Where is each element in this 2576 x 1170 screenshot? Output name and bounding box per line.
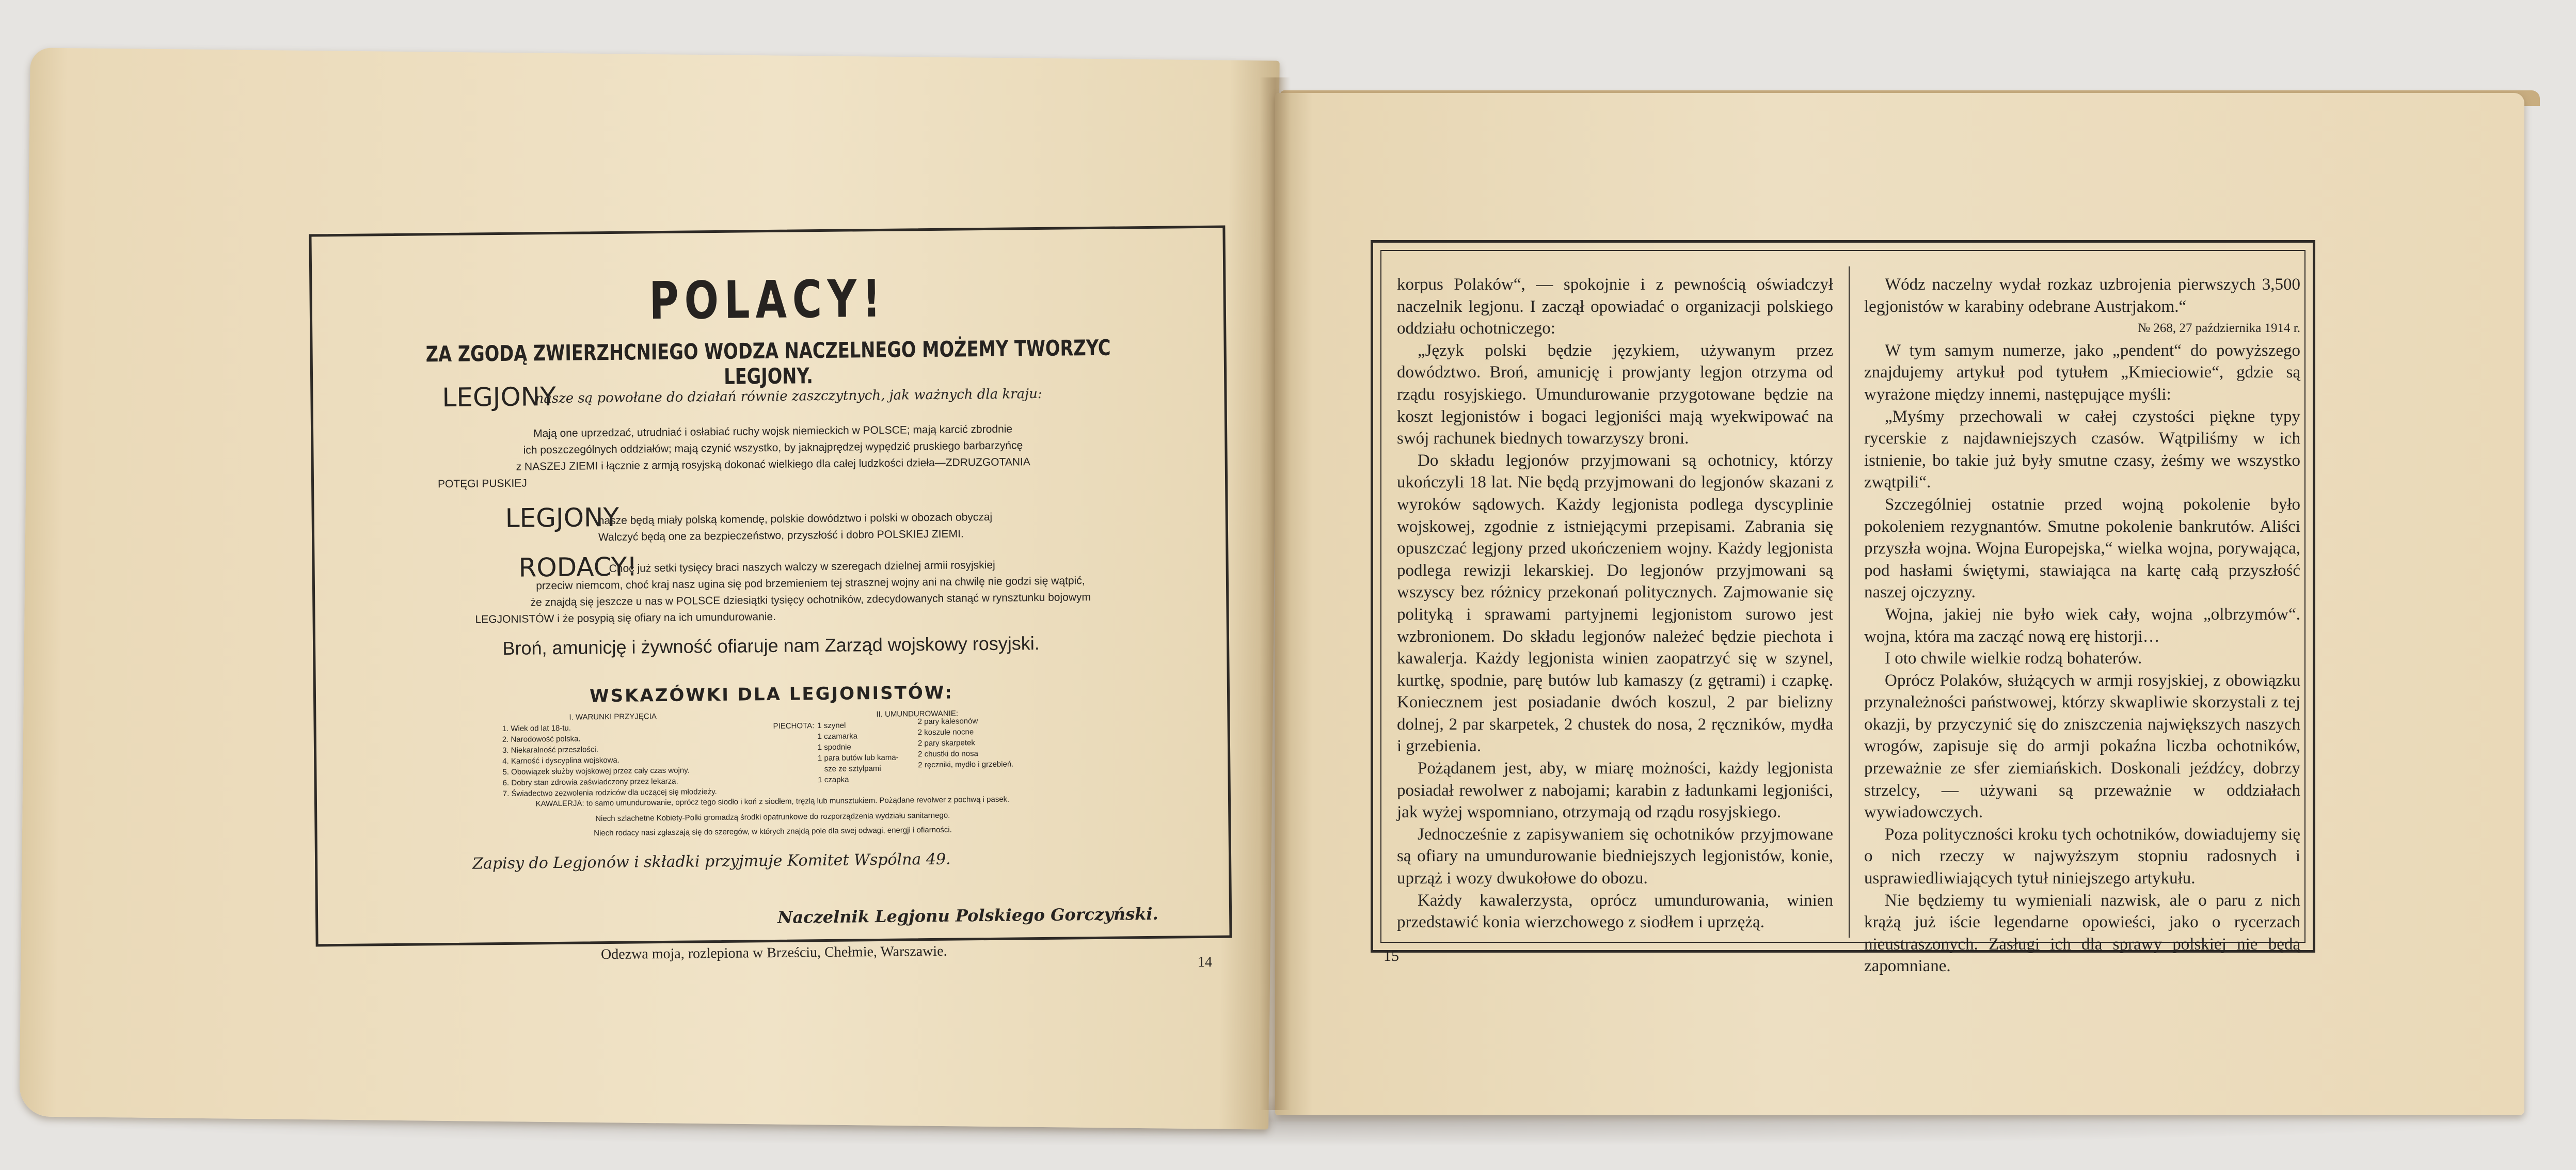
poster-kawaleria-line: KAWALERJA: to samo umundurowanie, oprócz tego siodło i koń z siodłem, tręzlą lub munsztukiem. Pożądane revolwer z pochwą i pasek. <box>535 795 1010 809</box>
list-item: 1 czapka <box>818 775 849 785</box>
poster-umundurowanie-right <box>917 715 1013 770</box>
poster-warunki-list <box>502 710 717 799</box>
poster-line: POTĘGI PUSKIEJ <box>437 477 527 491</box>
article-paragraph: Poza polityczności kroku tych ochotników, dowiadujemy się o nich rzeczy w najwyższym stopniu radosnych i usprawiedliwiających tytuł niniejszego artykułu. <box>1864 825 2300 888</box>
poster-rodacy-word: RODACY! <box>518 551 638 583</box>
list-item: 2 koszule nocne <box>917 728 974 737</box>
poster-wskazowki-title: WSKAZÓWKI DLA LEGJONISTÓW: <box>589 682 954 707</box>
poster-line: ich poszczególnych oddziałów; mają czynić wszystko, by jaknajprędzej wypędzić pruskiego barbarzyńcę <box>523 439 1023 456</box>
article-paragraph: Szczególniej ostatnie przed wojną pokolenie było pokoleniem rezygnantów. Smutne pokolenie bankrutów. Aliści przyszła wojna. Wojna Europejska,“ wielka wojna, porywająca, pod hasłami świętymi, stawiająca na kartę całą przyszłość naszej ojczyzny. <box>1864 495 2300 602</box>
poster-bron-line: Broń, amunicję i żywność ofiaruje nam Zarząd wojskowy rosyjski. <box>502 633 1040 659</box>
article-right-column <box>1864 274 2300 977</box>
poster-line: LEGJONISTÓW i że posypią się ofiary na ich umundurowanie. <box>475 610 776 626</box>
list-item: 4. Karność i dyscyplina wojskowa. <box>502 755 620 766</box>
book-gutter <box>1260 77 1291 1110</box>
list-item: 7. Świadectwo zezwolenia rodziców dla uczącej się młodzieży. <box>502 787 717 798</box>
poster-signature-line: Naczelnik Legjonu Polskiego Gorczyński. <box>777 904 1158 927</box>
right-page-number: 15 <box>1384 947 1399 965</box>
poster-line: Walczyć będą one za bezpieczeństwo, przyszłość i dobro POLSKIEJ ZIEMI. <box>598 528 964 544</box>
left-page-number: 14 <box>1198 954 1212 970</box>
poster-niech-line-2: Niech rodacy nasi zgłaszają się do szeregów, w których znajdą pole dla swej odwagi, energji i ofiarności. <box>594 825 952 838</box>
list-item: 1 para butów lub kama- <box>817 753 899 763</box>
article-left-column <box>1397 274 1833 934</box>
list-item: sze ze sztylpami <box>818 764 881 774</box>
poster-line: Mają one uprzedzać, utrudniać i osłabiać ruchy wojsk niemieckich w POLSCE; mają karcić zbrodnie <box>533 423 1013 440</box>
article-paragraph: Oprócz Polaków, służących w armji rosyjskiej, z obowiązku przynależności państwowej, którzy skwapliwie skorzystali z tej okazji, by przyczynić się do zniszczenia największych naszych wrogów, zapisuje się do armji pokaźna liczba ochotników, przeważnie ze sfer ziemiańskich. Doskonali jeźdźcy, dobrzy strzelcy, — używani są przeważnie w oddziałach wywiadowczych. <box>1864 671 2300 822</box>
article-paragraph: Wódz naczelny wydał rozkaz uzbrojenia pierwszych 3,500 legjonistów w karabiny odebrane Austrjakom.“ <box>1864 275 2300 316</box>
poster-niech-line-1: Niech szlachetne Kobiety-Polki gromadzą środki opatrunkowe do rozporządzenia wydziału sanitarnego. <box>595 811 950 824</box>
poster-subtitle: ZA ZGODĄ ZWIERZHCNIEGO WODZA NACZELNEGO MOŻEMY TWORZYC LEGJONY. <box>425 335 1111 389</box>
poster-legjony-word: LEGJONY <box>442 381 556 413</box>
poster-paragraph-3-lead: Choć już setki tysięcy braci naszych walczy w szeregach dzielnej armii rosyjskiej <box>609 559 995 575</box>
list-item: 6. Dobry stan zdrowia zaświadczony przez lekarza. <box>502 777 678 787</box>
article-paragraph: Do składu legjonów przyjmowani są ochotnicy, którzy ukończyli 18 lat. Nie będą przyjmowani do legjonów skazani z wyroków sądowych. Każdy legjonista podlega dyscyplinie wojskowej, zgodnie z istniejącymi przepisami. Zabrania się opuszczać legjony przed ukończeniem wojny. Każdy legjonista podlega rewizji lekarskiej. Do legjonów przyjmowani są wszyscy bez różnicy przekonań politycznych. Zajmowanie się polityką i sprawami partyjnemi legjonistom surowo jest wzbronionem. Do składu legjonów należeć będzie piechota i kawalerja. Każdy legjonista winien zaopatrzyć się w szynel, kurtkę, spodnie, parę butów lub kamaszy (z gętrami) i czapkę. Koniecznem jest posiadanie dwóch koszul, 2 par bielizny dolnej, 2 par skarpetek, 2 chustek do nosa, 2 ręczników, mydła i grzebienia. <box>1397 451 1833 756</box>
poster-zapisy-line: Zapisy do Legjonów i składki przyjmuje Komitet Wspólna 49. <box>472 850 951 873</box>
article-paragraph: Nie będziemy tu wymieniali nazwisk, ale o paru z nich krążą już iście legendarne opowieści, jako o rycerzach nieustraszonych. Zasługi ich dla sprawy polskiej nie będą zapomniane. <box>1864 891 2300 976</box>
poster-title: POLACY! <box>648 268 887 331</box>
poster-legjony-word-2: LEGJONY <box>505 502 619 533</box>
list-item: 3. Niekaralność przeszłości. <box>502 745 599 755</box>
article-paragraph: „Myśmy przechowali w całej czystości piękne typy rycerskie z najdawniejszych czasów. Wątpiliśmy w ich istnienie, bo takie już były smutne czasy, żeśmy we wszystko zwątpili“. <box>1864 407 2300 492</box>
poster-line: że znajdą się jeszcze u nas w POLSCE dziesiątki tysięcy ochotników, zdecydowanych stanąć w rynsztunku bojowym <box>530 591 1091 609</box>
list-item: 2 chustki do nosa <box>918 749 978 759</box>
list-item: 1 spodnie <box>817 742 851 752</box>
poster-line: przeciw niemcom, choć kraj nasz ugina się pod brzemieniem tej strasznej wojny ani na chwilę nie godzi się wątpić, <box>536 575 1085 592</box>
article-paragraph: I oto chwile wielkie rodzą bohaterów. <box>1885 649 2142 668</box>
list-item: 1 szynel <box>817 721 846 731</box>
list-item: 5. Obowiązek służby wojskowej przez cały czas wojny. <box>502 766 690 777</box>
poster-line: nasze będą miały polską komendę, polskie dowództwo i polski w obozach obyczaj <box>598 511 993 527</box>
list-item: 1. Wiek od lat 18-tu. <box>502 723 571 734</box>
poster-caption: Odezwa moja, rozlepiona w Brześciu, Chełmie, Warszawie. <box>600 943 947 963</box>
poster-legjony-lead: nasze są powołane do działań równie zaszczytnych, jak ważnych dla kraju: <box>535 386 1042 407</box>
poster-umundurowanie-title: II. UMUNDUROWANIE: <box>876 709 959 719</box>
article-paragraph: Każdy kawalerzysta, oprócz umundurowania, winien przedstawić konia wierzchowego z siodłem i uprzężą. <box>1397 891 1833 932</box>
poster-paragraph-3 <box>454 572 1167 628</box>
article-paragraph: W tym samym numerze, jako „pendent“ do powyższego znajdujemy artykuł pod tytułem „Kmieciowie“, gdzie są wyrażone między innemi, następujące myśli: <box>1864 341 2300 404</box>
list-item: 2. Narodowość polska. <box>502 734 581 745</box>
article-paragraph: Pożądanem jest, aby, w miarę możności, każdy legjonista posiadał rewolwer z nabojami; karabin z ładunkami legjoniści, jak wyżej wspomniano, otrzymają od rządu rosyjskiego. <box>1397 759 1833 822</box>
list-item: 2 ręczniki, mydło i grzebień. <box>918 760 1014 770</box>
article-paragraph: „Język polski będzie językiem, używanym przez dowództwo. Broń, amunicję i prowjanty legjon otrzyma od rządu rosyjskiego. Umundurowanie przygotowane będzie na koszt legjonistów i bogaci legjoniści mają wyekwipować na swój rachunek biednych towarzyszy broni. <box>1397 341 1833 448</box>
poster-piechota-label: PIECHOTA: <box>773 721 815 731</box>
list-item: 1 czamarka <box>817 732 858 741</box>
poster-warunki-title: I. WARUNKI PRZYJĘCIA <box>569 712 657 722</box>
article-paragraph: korpus Polaków“, — spokojnie i z pewnością oświadczył naczelnik legjonu. I zaczął opowiadać o organizacji polskiego oddziału ochotniczego: <box>1397 275 1833 338</box>
poster-piechota-items <box>817 720 899 785</box>
poster-line: z NASZEJ ZIEMI i łącznie z armją rosyjską dokonać wielkiego dla całej ludzkości dzieła—ZDRUZGOTANIA <box>516 456 1030 473</box>
article-paragraph: Jednocześnie z zapisywaniem się ochotników przyjmowane są ofiary na umundurowanie biedniejszych legjonistów, konie, uprząż i wozy dwukołowe do obozu. <box>1397 825 1833 888</box>
list-item: 2 pary kalesonów <box>917 717 978 726</box>
poster-paragraph-1 <box>401 420 1145 493</box>
column-divider <box>1849 266 1850 938</box>
article-paragraph: Wojna, jakiej nie było wiek cały, wojna „olbrzymów“. wojna, która ma zacząć nową erę historji… <box>1864 605 2300 646</box>
poster-paragraph-2 <box>598 509 1063 546</box>
article-paragraph: № 268, 27 października 1914 r. <box>2138 321 2300 336</box>
list-item: 2 pary skarpetek <box>917 738 975 748</box>
